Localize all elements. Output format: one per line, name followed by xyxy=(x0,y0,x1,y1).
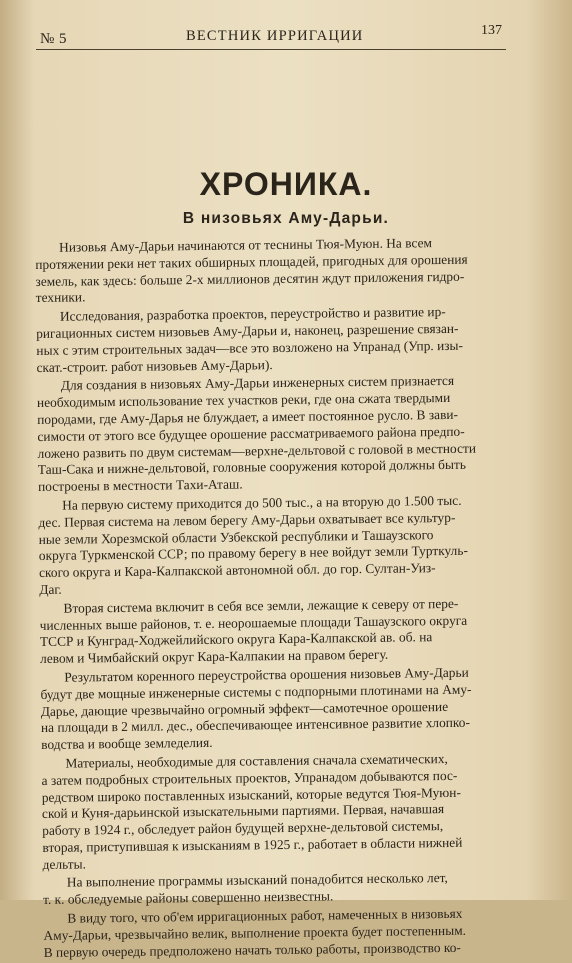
text-line: протяжении реки нет таких обширных площадей, пригодных для орошения xyxy=(35,251,468,272)
text-line: ных с этим строительных задач—все это возложено на Упранад (Упр. изы- xyxy=(36,337,464,358)
text-line: Для создания в низовьях Аму-Дарьи инженерных систем признается xyxy=(60,373,455,394)
text-line: округа Туркменской ССР; по правому берегу в нее войдут земли Турткуль- xyxy=(38,543,468,564)
text-line: Исследования, разработка проектов, переустройство и развитие ир- xyxy=(59,304,446,324)
text-line: необходимым использование тех участков реки, где она сжата твердыми xyxy=(36,390,451,411)
text-line: работу в 1924 г., обследует район будущей верхне-дельтовой системы, xyxy=(42,818,444,839)
text-line: дес. Первая система на левом берегу Аму-Дарьи охватывает все культур- xyxy=(38,509,456,530)
text-line: В первую очередь предположено начать только работы, производство ко- xyxy=(43,939,461,960)
text-line: численных выше районов, т. е. неорошаемые площади Ташаузского округа xyxy=(39,612,468,633)
paragraph xyxy=(36,303,535,376)
page-number: 137 xyxy=(481,23,502,38)
text-line: ложено развить по двум системам—верхне-дельтовой с головой в местности xyxy=(37,440,477,461)
issue-number: № 5 xyxy=(40,31,68,47)
text-line: Вторая система включит в себя все земли, лежащие к северу от пере- xyxy=(63,595,459,616)
text-line: а затем подробных строительных проектов, Упранадом добываются пос- xyxy=(41,767,458,788)
text-line: редством широко поставленных изысканий, которые ведутся Тюя-Муюн- xyxy=(41,784,461,805)
text-line: будут две мощные инженерные системы с подпорными плотинами на Аму- xyxy=(40,681,472,702)
paragraph xyxy=(40,664,539,754)
section-title: ХРОНИКА. xyxy=(199,166,373,202)
paragraph xyxy=(39,595,538,668)
text-line: т. к. обследуемые районы совершенно неизвестны. xyxy=(42,888,334,908)
text-line: Даг. xyxy=(39,581,62,597)
paragraph xyxy=(35,234,534,307)
text-line: ные земли Хорезмской области Узбекской республики и Ташаузского xyxy=(38,526,434,547)
text-line: техники. xyxy=(35,289,86,306)
text-line: Таш-Сака и нижне-дельтовой, головные сооружения которой должны быть xyxy=(37,457,466,478)
paragraph xyxy=(37,372,536,496)
text-line: Низовья Аму-Дарьи начинаются от теснины Тюя-Муюн. На всем xyxy=(58,235,433,255)
text-line: Дарье, дающие чрезвычайно огромный эффект—самотечное орошение xyxy=(40,698,449,719)
text-line: Результатом коренного переустройства орошения низовьев Аму-Дарьи xyxy=(64,664,469,685)
text-line: левом и Чимбайский округ Кара-Калпакии на правом берегу. xyxy=(40,646,389,667)
text-line: породами, где Аму-Дарья не блуждает, а имеет постоянное русло. В зави- xyxy=(37,406,459,427)
text-line: Аму-Дарьи, чрезвычайно велик, выполнение проекта будет постепенным. xyxy=(43,922,467,943)
text-line: дельты. xyxy=(42,856,86,872)
journal-title: ВЕСТНИК ИРРИГАЦИИ xyxy=(186,28,364,44)
text-line: На выполнение программы изысканий понадобится несколько лет, xyxy=(66,870,448,891)
text-line: водства и вообще земледелия. xyxy=(41,734,213,753)
text-line: ской и Куня-дарьинской изыскательными партиями. Первая, начавшая xyxy=(41,801,445,822)
text-line: симости от этого все будущее орошение рассматриваемого района предпо- xyxy=(37,423,465,444)
paragraph xyxy=(41,750,540,874)
article-subtitle: В низовьях Аму-Дарьи. xyxy=(182,210,390,227)
text-line: построены в местности Тахи-Аташ. xyxy=(37,476,243,495)
text-line: Материалы, необходимые для составления сначала схематических, xyxy=(65,750,448,771)
text-line: земель, как здесь: больше 2-х миллионов десятин ждут приложения гидро- xyxy=(35,268,465,289)
text-line: вторая, приступившая к изысканиям в 1925 г., работает в области нижней xyxy=(42,834,463,855)
running-header xyxy=(36,22,506,48)
text-line: На первую систему приходится до 500 тыс., а на вторую до 1.500 тыс. xyxy=(62,492,462,513)
header-rule xyxy=(36,49,506,50)
text-line: ского округа и Кара-Калпакской автономной обл. до гор. Султан-Уиз- xyxy=(38,560,436,581)
article-body xyxy=(35,234,542,963)
text-line: на площади в 2 милл. дес., обеспечивающее интенсивное развитие хлопко- xyxy=(40,715,470,736)
text-line: ригационных систем низовьев Аму-Дарьи и, наконец, разрешение связан- xyxy=(36,320,459,341)
paragraph xyxy=(43,905,542,961)
text-line: В виду того, что об'ем ирригационных работ, намеченных в низовьях xyxy=(67,905,463,926)
text-line: скат.-строит. работ низовьев Аму-Дарьи). xyxy=(36,356,273,375)
paragraph xyxy=(38,492,537,599)
text-line: ТССР и Кунград-Ходжейлийского округа Кара-Калпакской ав. об. на xyxy=(39,629,433,650)
